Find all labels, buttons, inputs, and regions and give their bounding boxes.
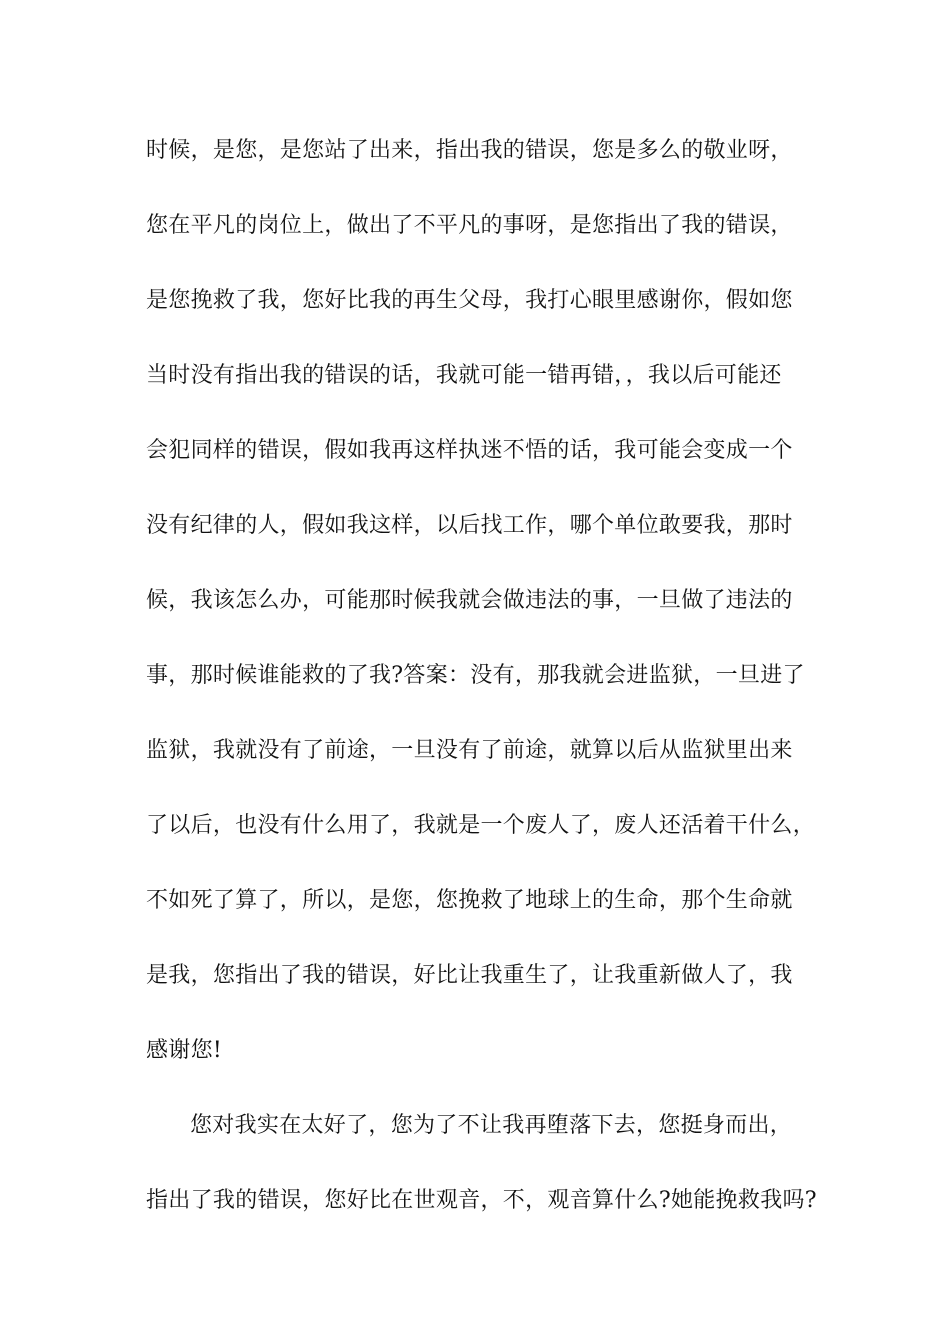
text-line: 不如死了算了，所以，是您，您挽救了地球上的生命，那个生命就 (146, 888, 793, 913)
text-line: 候，我该怎么办，可能那时候我就会做违法的事，一旦做了违法的 (146, 588, 793, 613)
text-line: 会犯同样的错误，假如我再这样执迷不悟的话，我可能会变成一个 (146, 438, 793, 463)
text-line: 时候，是您，是您站了出来，指出我的错误，您是多么的敬业呀， (146, 138, 793, 163)
paragraph-first-line: 您对我实在太好了，您为了不让我再堕落下去，您挺身而出， (190, 1113, 793, 1138)
text-line: 您在平凡的岗位上，做出了不平凡的事呀，是您指出了我的错误， (146, 213, 793, 238)
text-line: 感谢您! (146, 1038, 223, 1063)
text-line: 事，那时候谁能救的了我?答案：没有，那我就会进监狱，一旦进了 (146, 663, 805, 688)
text-line: 是我，您指出了我的错误，好比让我重生了，让我重新做人了，我 (146, 963, 793, 988)
text-line: 了以后，也没有什么用了，我就是一个废人了，废人还活着干什么， (146, 813, 816, 838)
text-line: 当时没有指出我的错误的话，我就可能一错再错，，我以后可能还 (146, 363, 782, 388)
text-line: 监狱，我就没有了前途，一旦没有了前途，就算以后从监狱里出来 (146, 738, 793, 763)
text-line: 指出了我的错误，您好比在世观音，不，观音算什么?她能挽救我吗? (146, 1188, 817, 1213)
text-line: 是您挽救了我，您好比我的再生父母，我打心眼里感谢你，假如您 (146, 288, 793, 313)
text-line: 没有纪律的人，假如我这样，以后找工作，哪个单位敢要我，那时 (146, 513, 793, 538)
